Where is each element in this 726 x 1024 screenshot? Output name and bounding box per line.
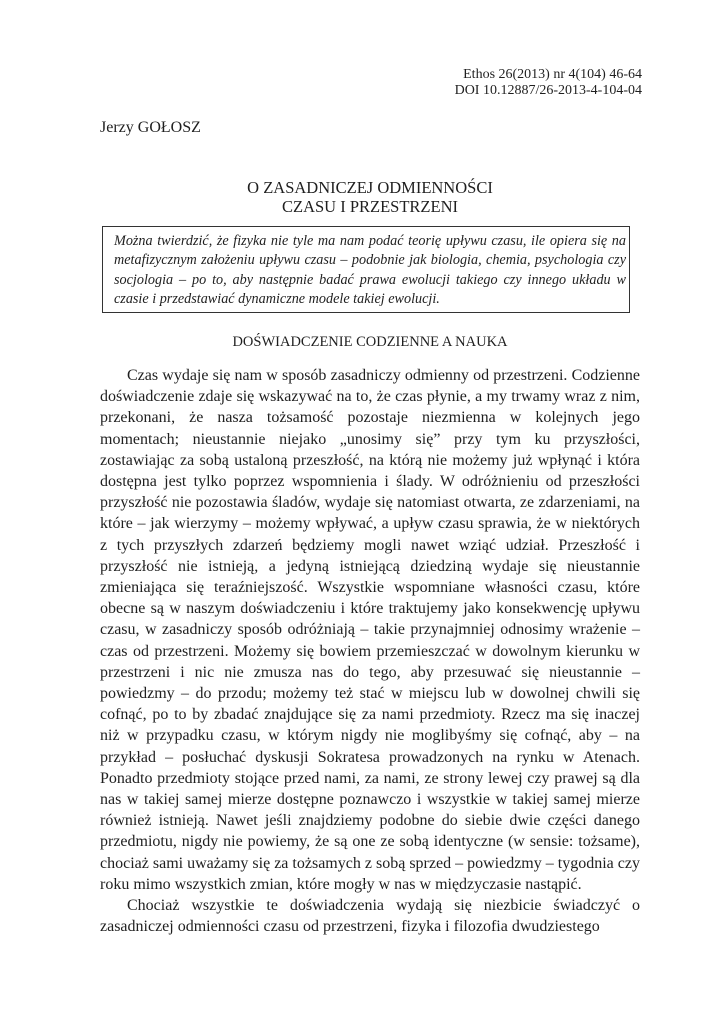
title-line-2: CZASU I PRZESTRZENI bbox=[281, 197, 458, 216]
body-paragraph-2: Chociaż wszystkie te doświadczenia wydają się niezbicie świadczyć o zasadniczej odmienności czasu od przestrzeni, fizyka i filozofia dwudziestego bbox=[100, 897, 640, 936]
article-title bbox=[100, 178, 640, 216]
journal-reference: Ethos 26(2013) nr 4(104) 46-64 bbox=[463, 67, 642, 82]
journal-header bbox=[455, 67, 642, 99]
doi-line: DOI 10.12887/26-2013-4-104-04 bbox=[454, 83, 642, 98]
epigraph-box bbox=[102, 226, 630, 313]
author-name: Jerzy GOŁOSZ bbox=[100, 119, 201, 136]
body-paragraph-1: Czas wydaje się nam w sposób zasadniczy odmienny od przestrzeni. Codzienne doświadczenie zdaje się wskazywać na to, że czas płynie, a my trwamy wraz z nim, przekonani, że nasza tożsamość pozostaje niezmienna w kolejnych jego momentach; nieustannie niejako „unosimy się” przy tym ku przyszłości, zostawiając za sobą ustaloną przeszłość, na którą nie możemy już wpłynąć i która dostępna jest tylko poprzez wspomnienia i ślady. W odróżnieniu od przeszłości przyszłość nie pozostawia śladów, wydaje się natomiast otwarta, ze zdarzeniami, na które – jak wierzymy – możemy wpływać, a upływ czasu sprawia, że w niektórych z tych przyszłych zdarzeń będziemy mogli nawet wziąć udział. Przeszłość i przyszłość nie istnieją, a jedyną istniejącą dziedziną wydaje się nieustannie zmieniająca się teraźniejszość. Wszystkie wspomniane własności czasu, które obecne są w naszym doświadczeniu i które traktujemy jako konsekwencję upływu czasu, w zasadniczy sposób odróżniają – takie przynajmniej odnosimy wrażenie – czas od przestrzeni. Możemy się bowiem przemieszczać w dowolnym kierunku w przestrzeni i nic nie zmusza nas do tego, aby przesuwać się nieustannie – powiedzmy – do przodu; możemy też stać w miejscu lub w dowolnej chwili się cofnąć, po to by zbadać znajdujące się za nami przedmioty. Rzecz ma się inaczej niż w przypadku czasu, w którym nigdy nie moglibyśmy się cofnąć, aby – na przykład – posłuchać dyskusji Sokratesa prowadzonych na rynku w Atenach. Ponadto przedmioty stojące przed nami, za nami, ze strony lewej czy prawej są dla nas w takiej samej mierze dostępne poznawczo i wszystkie w takiej samej mierze również istnieją. Nawet jeśli znajdziemy podobne do siebie dwie części danego przedmiotu, nigdy nie powiemy, że są one ze sobą identyczne (w sensie: tożsame), chociaż sami uważamy się za tożsamych z sobą sprzed – powiedzmy – tygodnia czy roku mimo wszystkich zmian, które mogły w nas w międzyczasie nastąpić. bbox=[100, 367, 640, 893]
article-body bbox=[100, 365, 640, 937]
title-line-1: O ZASADNICZEJ ODMIENNOŚCI bbox=[247, 178, 493, 197]
section-heading: DOŚWIADCZENIE CODZIENNE A NAUKA bbox=[232, 334, 508, 350]
epigraph-text: Można twierdzić, że fizyka nie tyle ma nam podać teorię upływu czasu, ile opiera się na metafizycznym założeniu upływu czasu – podobnie jak biologia, chemia, psychologia czy socjologia – po to, aby następnie badać prawa ewolucji takiego czy innego układu w czasie i przedstawiać dynamiczne modele takiej ewolucji. bbox=[114, 233, 626, 308]
